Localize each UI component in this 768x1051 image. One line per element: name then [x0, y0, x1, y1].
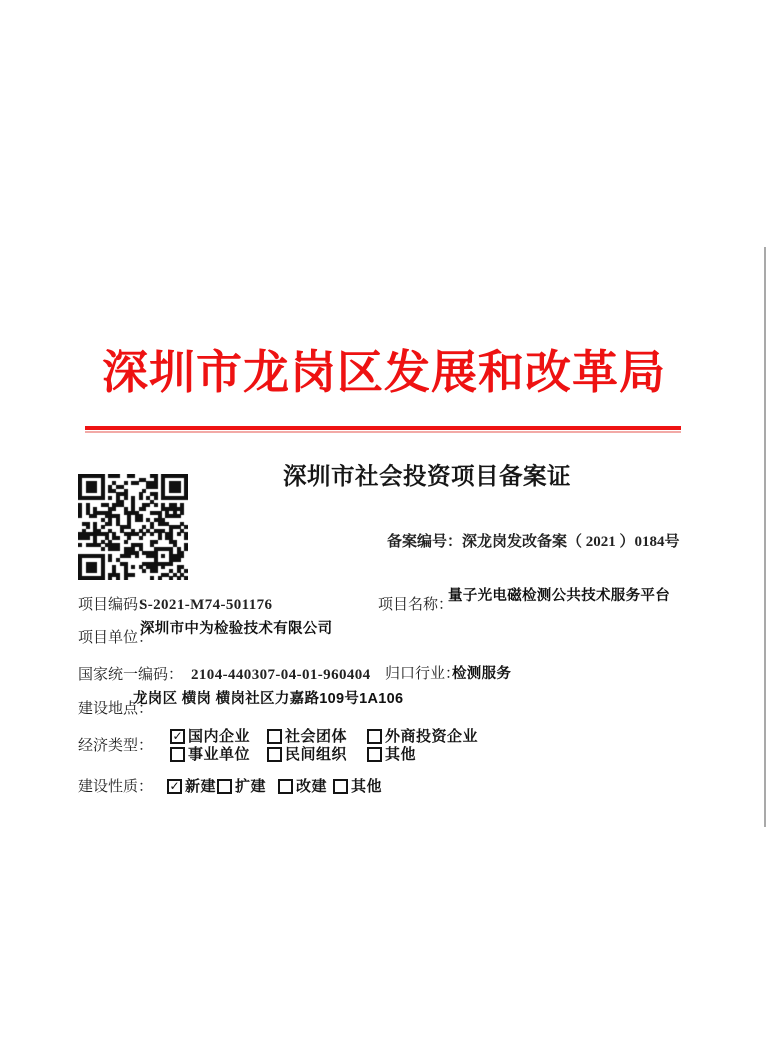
checkbox-option-label: 外商投资企业: [385, 728, 479, 745]
agency-letterhead-title: 深圳市龙岗区发展和改革局: [102, 347, 666, 398]
filing-number-label: 备案编号：: [387, 534, 463, 550]
checkbox-icon: [267, 747, 282, 762]
checkbox-option-economic-other: [367, 747, 416, 762]
checkbox-icon: [167, 779, 182, 794]
checkbox-icon: [333, 779, 348, 794]
divider-thin-line: [85, 431, 681, 433]
checkbox-option-label: 改建: [296, 778, 328, 795]
checkbox-icon: [170, 729, 185, 744]
filing-number-value: 深龙岗发改备案（ 2021 ）0184号: [462, 534, 680, 550]
economic-type-label: 经济类型：: [78, 738, 154, 754]
checkmark-icon: ✓: [169, 779, 180, 793]
checkbox-icon: [278, 779, 293, 794]
location-value: 龙岗区 横岗 横岗社区力嘉路109号1A106: [133, 691, 404, 707]
qr-code: [78, 474, 188, 580]
checkbox-option-expansion: [217, 779, 266, 794]
checkbox-option-renovation: [278, 779, 327, 794]
page-edge-scan-line: [764, 247, 766, 827]
project-code-value: S-2021-M74-501176: [139, 597, 273, 613]
checkbox-icon: [367, 747, 382, 762]
checkbox-option-domestic-enterprise: [170, 729, 250, 744]
letterhead-divider-rule: [85, 426, 681, 433]
checkbox-option-label: 民间组织: [285, 746, 348, 763]
checkbox-option-label: 其他: [385, 746, 417, 763]
checkbox-option-label: 国内企业: [188, 728, 251, 745]
divider-thick-line: [85, 426, 681, 430]
location-label: 建设地点：: [78, 701, 154, 717]
checkbox-option-foreign-invested-enterprise: [367, 729, 478, 744]
national-code-label: 国家统一编码：: [78, 667, 184, 683]
checkbox-option-public-institution: [170, 747, 250, 762]
checkbox-option-label: 事业单位: [188, 746, 251, 763]
checkbox-option-new-construction: [167, 779, 216, 794]
industry-label: 归口行业：: [385, 666, 461, 682]
checkmark-icon: ✓: [172, 729, 183, 743]
checkbox-option-label: 新建: [185, 778, 217, 795]
certificate-title: 深圳市社会投资项目备案证: [283, 464, 571, 490]
national-code-value: 2104-440307-04-01-960404: [191, 667, 371, 683]
checkbox-option-label: 扩建: [235, 778, 267, 795]
checkbox-option-social-organization: [267, 729, 347, 744]
checkbox-icon: [267, 729, 282, 744]
checkbox-option-civil-organization: [267, 747, 347, 762]
construction-nature-label: 建设性质：: [78, 779, 154, 795]
checkbox-icon: [367, 729, 382, 744]
checkbox-option-construction-other: [333, 779, 382, 794]
checkbox-option-label: 其他: [351, 778, 383, 795]
project-unit-label: 项目单位：: [78, 630, 154, 646]
project-code-label: 项目编码：: [78, 597, 154, 613]
checkbox-icon: [217, 779, 232, 794]
industry-value: 检测服务: [452, 666, 512, 682]
project-name-value: 量子光电磁检测公共技术服务平台: [448, 588, 670, 604]
checkbox-option-label: 社会团体: [285, 728, 348, 745]
project-name-label: 项目名称：: [378, 597, 454, 613]
checkbox-icon: [170, 747, 185, 762]
filing-number-line: [387, 534, 680, 551]
project-unit-value: 深圳市中为检验技术有限公司: [140, 621, 333, 637]
